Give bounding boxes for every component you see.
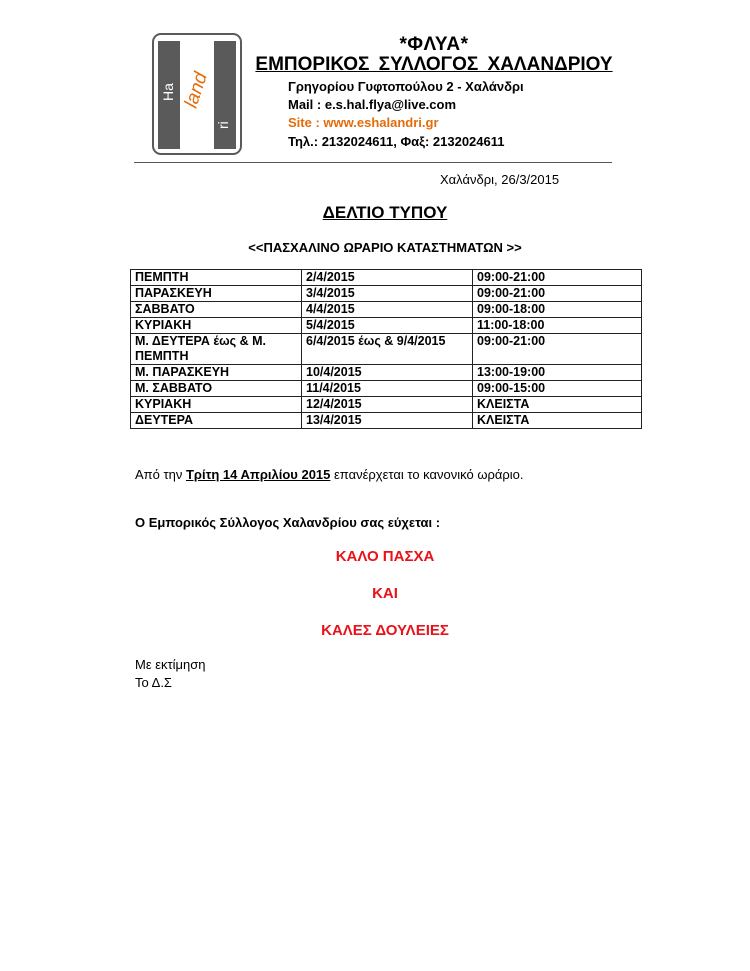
table-row xyxy=(131,397,642,413)
day-cell: Μ. ΣΑΒΒΑΤΟ xyxy=(131,381,302,397)
day-cell: Μ. ΠΑΡΑΣΚΕΥΗ xyxy=(131,365,302,381)
svg-text:Ha: Ha xyxy=(160,83,176,101)
return-to-normal-hours-note xyxy=(135,467,524,482)
header-address: Γρηγορίου Γυφτοπούλου 2 - Χαλάνδρι xyxy=(288,79,524,94)
return-note-suffix: επανέρχεται το κανονικό ωράριο. xyxy=(330,467,524,482)
easter-hours-table xyxy=(130,269,642,429)
table-row xyxy=(131,302,642,318)
document-date: Χαλάνδρι, 26/3/2015 xyxy=(440,172,560,187)
hours-cell: 09:00-21:00 xyxy=(473,286,642,302)
haland-ri-logo-icon xyxy=(152,33,242,155)
day-cell: ΠΕΜΠΤΗ xyxy=(131,270,302,286)
date-cell: 13/4/2015 xyxy=(302,413,473,429)
day-cell: ΠΑΡΑΣΚΕΥΗ xyxy=(131,286,302,302)
wish-happy-easter: ΚΑΛΟ ΠΑΣΧΑ xyxy=(335,548,435,565)
table-row xyxy=(131,270,642,286)
date-cell: 11/4/2015 xyxy=(302,381,473,397)
hours-cell: ΚΛΕΙΣΤΑ xyxy=(473,413,642,429)
header-title-short: *ΦΛΥΑ* xyxy=(399,34,469,55)
signature-closing: Με εκτίμηση xyxy=(135,657,206,672)
day-cell: ΔΕΥΤΕΡΑ xyxy=(131,413,302,429)
table-row xyxy=(131,381,642,397)
association-logo xyxy=(152,33,242,155)
hours-cell: 11:00-18:00 xyxy=(473,318,642,334)
hours-cell: 09:00-18:00 xyxy=(473,302,642,318)
header-mail: Mail : e.s.hal.flya@live.com xyxy=(288,97,457,112)
document-subtitle: <<ΠΑΣΧΑΛΙΝΟ ΩΡΑΡΙΟ ΚΑΤΑΣΤΗΜΑΤΩΝ >> xyxy=(248,240,522,255)
table-row xyxy=(131,413,642,429)
hours-cell: 09:00-21:00 xyxy=(473,334,642,365)
header-title-full: ΕΜΠΟΡΙΚΟΣ ΣΥΛΛΟΓΟΣ ΧΑΛΑΝΔΡΙΟΥ xyxy=(255,54,613,75)
return-note-prefix: Από την xyxy=(135,467,186,482)
table-row xyxy=(131,334,642,365)
date-cell: 4/4/2015 xyxy=(302,302,473,318)
table-row xyxy=(131,365,642,381)
greeting-line: Ο Εμπορικός Σύλλογος Χαλανδρίου σας εύχεται : xyxy=(135,515,441,530)
hours-cell: 13:00-19:00 xyxy=(473,365,642,381)
date-cell: 5/4/2015 xyxy=(302,318,473,334)
return-note-date: Τρίτη 14 Απριλίου 2015 xyxy=(185,467,331,482)
hours-cell: 09:00-15:00 xyxy=(473,381,642,397)
header-divider xyxy=(134,162,612,163)
date-cell: 6/4/2015 έως & 9/4/2015 xyxy=(302,334,473,365)
date-cell: 3/4/2015 xyxy=(302,286,473,302)
table-row xyxy=(131,286,642,302)
signature-board: Το Δ.Σ xyxy=(135,675,172,690)
date-cell: 12/4/2015 xyxy=(302,397,473,413)
date-cell: 10/4/2015 xyxy=(302,365,473,381)
svg-text:ri: ri xyxy=(215,121,231,129)
document-title: ΔΕΛΤΙΟ ΤΥΠΟΥ xyxy=(322,203,448,222)
header-site: Site : www.eshalandri.gr xyxy=(288,115,439,130)
hours-cell: 09:00-21:00 xyxy=(473,270,642,286)
wish-good-business: ΚΑΛΕΣ ΔΟΥΛΕΙΕΣ xyxy=(321,622,449,639)
date-cell: 2/4/2015 xyxy=(302,270,473,286)
day-cell: Μ. ΔΕΥΤΕΡΑ έως & Μ. ΠΕΜΠΤΗ xyxy=(131,334,302,365)
table-row xyxy=(131,318,642,334)
hours-cell: ΚΛΕΙΣΤΑ xyxy=(473,397,642,413)
header-phone-fax: Τηλ.: 2132024611, Φαξ: 2132024611 xyxy=(288,134,505,149)
day-cell: ΣΑΒΒΑΤΟ xyxy=(131,302,302,318)
wish-and: ΚΑΙ xyxy=(372,585,398,602)
svg-text:land: land xyxy=(180,69,212,111)
day-cell: ΚΥΡΙΑΚΗ xyxy=(131,318,302,334)
day-cell: ΚΥΡΙΑΚΗ xyxy=(131,397,302,413)
